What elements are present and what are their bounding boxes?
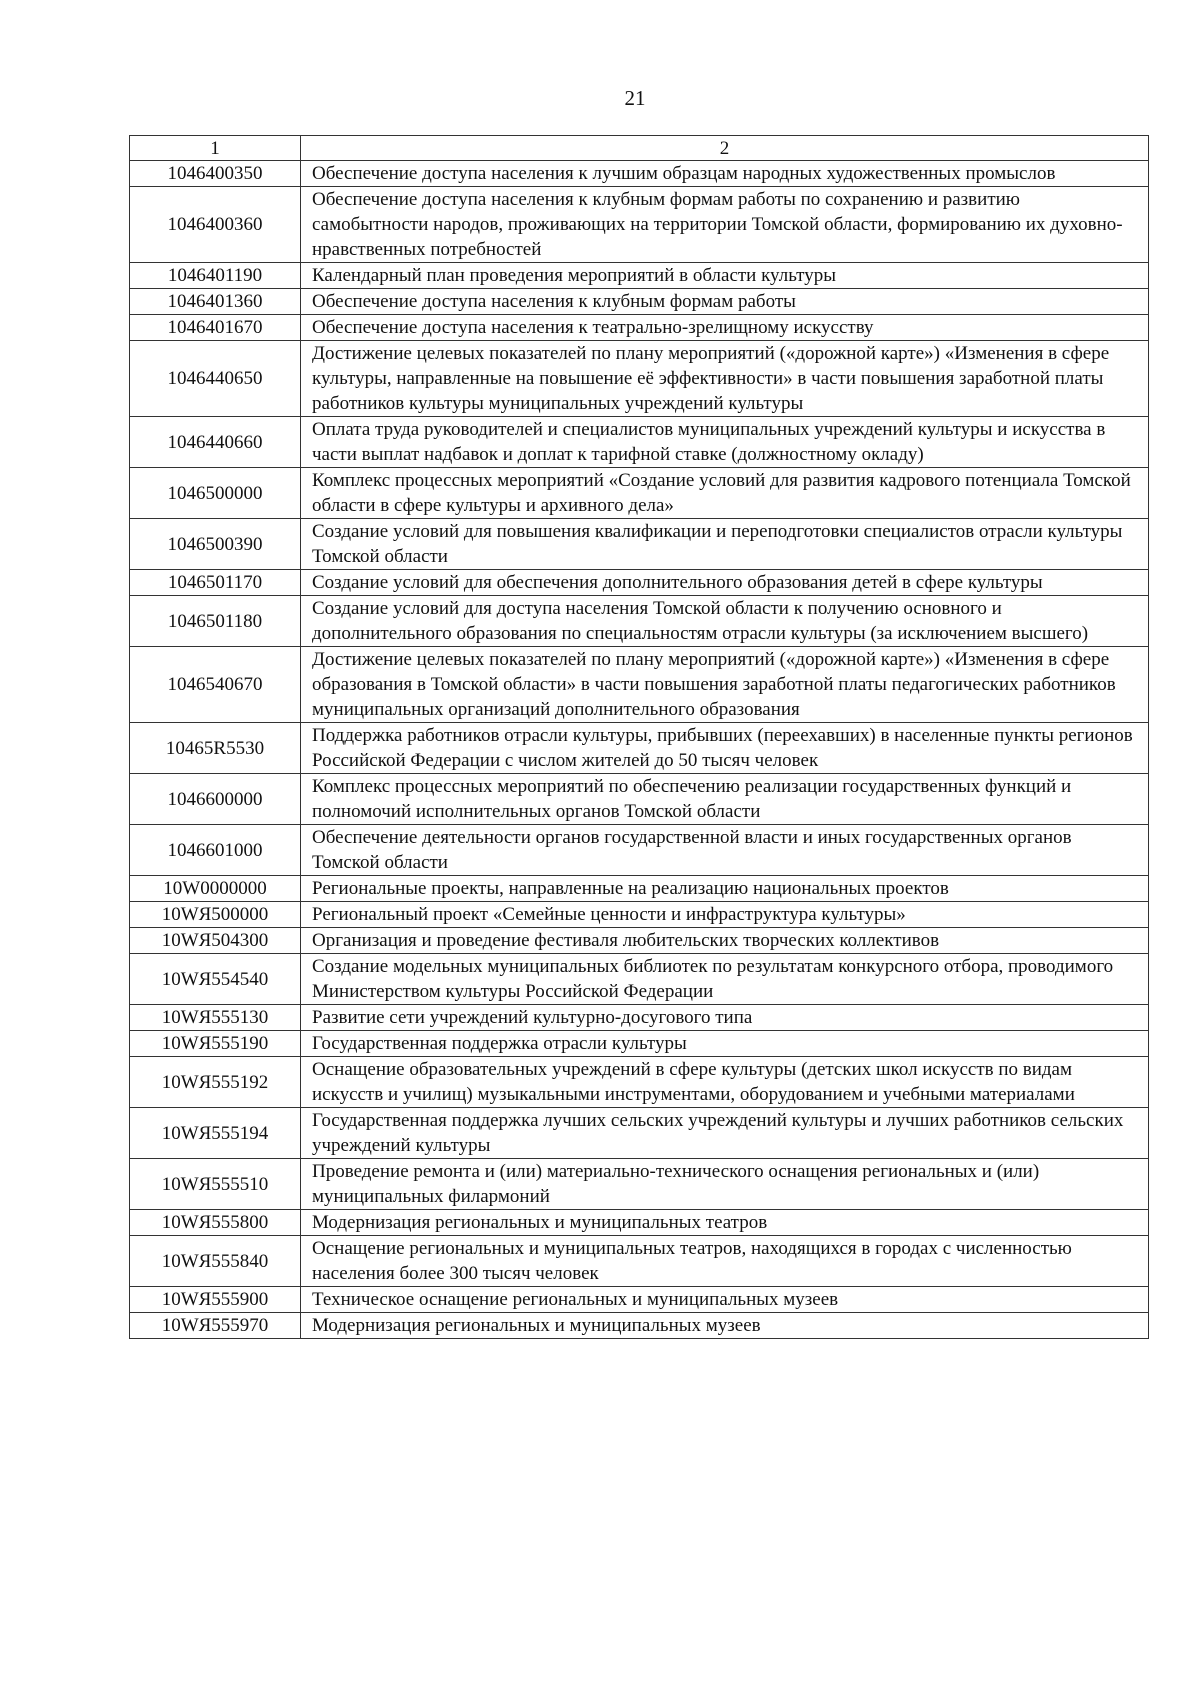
row-description: Государственная поддержка отрасли культуры xyxy=(301,1031,1149,1057)
table-row xyxy=(130,928,1149,954)
row-description: Региональный проект «Семейные ценности и инфраструктура культуры» xyxy=(301,902,1149,928)
row-code: 1046401190 xyxy=(130,263,301,289)
row-description: Развитие сети учреждений культурно-досугового типа xyxy=(301,1005,1149,1031)
table-row xyxy=(130,315,1149,341)
row-description: Обеспечение доступа населения к клубным формам работы xyxy=(301,289,1149,315)
row-description: Техническое оснащение региональных и муниципальных музеев xyxy=(301,1287,1149,1313)
table-row xyxy=(130,341,1149,417)
row-code: 10WЯ555970 xyxy=(130,1313,301,1339)
table-row xyxy=(130,468,1149,519)
row-description: Создание условий для доступа населения Томской области к получению основного и дополнительного образования по специальностям отрасли культуры (за исключением высшего) xyxy=(301,596,1149,647)
table-row xyxy=(130,647,1149,723)
row-code: 1046400350 xyxy=(130,161,301,187)
row-code: 1046540670 xyxy=(130,647,301,723)
table-row xyxy=(130,954,1149,1005)
table-row xyxy=(130,289,1149,315)
row-code: 10465R5530 xyxy=(130,723,301,774)
row-description: Создание условий для повышения квалификации и переподготовки специалистов отрасли культуры Томской области xyxy=(301,519,1149,570)
table-row xyxy=(130,774,1149,825)
column-header-description: 2 xyxy=(301,136,1149,161)
row-code: 1046440650 xyxy=(130,341,301,417)
row-code: 1046440660 xyxy=(130,417,301,468)
row-code: 1046500390 xyxy=(130,519,301,570)
row-code: 1046401360 xyxy=(130,289,301,315)
row-description: Обеспечение деятельности органов государственной власти и иных государственных органов Томской области xyxy=(301,825,1149,876)
row-description: Создание модельных муниципальных библиотек по результатам конкурсного отбора, проводимого Министерством культуры Российской Федерации xyxy=(301,954,1149,1005)
row-code: 1046601000 xyxy=(130,825,301,876)
table-row xyxy=(130,1159,1149,1210)
row-description: Достижение целевых показателей по плану мероприятий («дорожной карте») «Изменения в сфере образования в Томской области» в части повышения заработной платы педагогических работников муниципальных организаций дополнительного образования xyxy=(301,647,1149,723)
row-description: Модернизация региональных и муниципальных музеев xyxy=(301,1313,1149,1339)
row-code: 10WЯ500000 xyxy=(130,902,301,928)
row-description: Оплата труда руководителей и специалистов муниципальных учреждений культуры и искусства в части выплат надбавок и доплат к тарифной ставке (должностному окладу) xyxy=(301,417,1149,468)
row-code: 1046501170 xyxy=(130,570,301,596)
table-row xyxy=(130,1108,1149,1159)
table-row xyxy=(130,187,1149,263)
row-description: Государственная поддержка лучших сельских учреждений культуры и лучших работников сельских учреждений культуры xyxy=(301,1108,1149,1159)
row-code: 10WЯ555800 xyxy=(130,1210,301,1236)
table-row xyxy=(130,902,1149,928)
row-code: 10WЯ555840 xyxy=(130,1236,301,1287)
table-row xyxy=(130,1210,1149,1236)
row-code: 10WЯ555194 xyxy=(130,1108,301,1159)
table-row xyxy=(130,161,1149,187)
row-code: 10WЯ555900 xyxy=(130,1287,301,1313)
table-row xyxy=(130,1057,1149,1108)
table-row xyxy=(130,1236,1149,1287)
table-header-row xyxy=(130,136,1149,161)
table-row xyxy=(130,596,1149,647)
row-description: Достижение целевых показателей по плану мероприятий («дорожной карте») «Изменения в сфере культуры, направленные на повышение её эффективности» в части повышения заработной платы работников культуры муниципальных учреждений культуры xyxy=(301,341,1149,417)
table-row xyxy=(130,519,1149,570)
table-row xyxy=(130,1313,1149,1339)
row-code: 10WЯ504300 xyxy=(130,928,301,954)
table-row xyxy=(130,1287,1149,1313)
classification-table xyxy=(129,135,1149,1339)
row-code: 1046500000 xyxy=(130,468,301,519)
row-code: 10WЯ555510 xyxy=(130,1159,301,1210)
column-header-code: 1 xyxy=(130,136,301,161)
table-row xyxy=(130,825,1149,876)
row-description: Региональные проекты, направленные на реализацию национальных проектов xyxy=(301,876,1149,902)
row-description: Обеспечение доступа населения к театрально-зрелищному искусству xyxy=(301,315,1149,341)
row-description: Модернизация региональных и муниципальных театров xyxy=(301,1210,1149,1236)
table-row xyxy=(130,1031,1149,1057)
table-row xyxy=(130,1005,1149,1031)
table-row xyxy=(130,263,1149,289)
row-code: 10WЯ555192 xyxy=(130,1057,301,1108)
row-description: Проведение ремонта и (или) материально-технического оснащения региональных и (или) муниципальных филармоний xyxy=(301,1159,1149,1210)
row-code: 1046401670 xyxy=(130,315,301,341)
row-description: Обеспечение доступа населения к лучшим образцам народных художественных промыслов xyxy=(301,161,1149,187)
row-description: Комплекс процессных мероприятий «Создание условий для развития кадрового потенциала Томской области в сфере культуры и архивного дела» xyxy=(301,468,1149,519)
table-row xyxy=(130,876,1149,902)
page-number: 21 xyxy=(624,86,646,110)
row-code: 10W0000000 xyxy=(130,876,301,902)
row-code: 10WЯ555190 xyxy=(130,1031,301,1057)
row-description: Обеспечение доступа населения к клубным формам работы по сохранению и развитию самобытности народов, проживающих на территории Томской области, формированию их духовно-нравственных потребностей xyxy=(301,187,1149,263)
row-description: Организация и проведение фестиваля любительских творческих коллективов xyxy=(301,928,1149,954)
row-code: 10WЯ554540 xyxy=(130,954,301,1005)
row-code: 10WЯ555130 xyxy=(130,1005,301,1031)
row-code: 1046501180 xyxy=(130,596,301,647)
row-code: 1046600000 xyxy=(130,774,301,825)
row-description: Поддержка работников отрасли культуры, прибывших (переехавших) в населенные пункты регионов Российской Федерации с числом жителей до 50 тысяч человек xyxy=(301,723,1149,774)
table-row xyxy=(130,417,1149,468)
row-code: 1046400360 xyxy=(130,187,301,263)
table-row xyxy=(130,570,1149,596)
row-description: Оснащение образовательных учреждений в сфере культуры (детских школ искусств по видам искусств и училищ) музыкальными инструментами, оборудованием и учебными материалами xyxy=(301,1057,1149,1108)
row-description: Комплекс процессных мероприятий по обеспечению реализации государственных функций и полномочий исполнительных органов Томской области xyxy=(301,774,1149,825)
row-description: Оснащение региональных и муниципальных театров, находящихся в городах с численностью населения более 300 тысяч человек xyxy=(301,1236,1149,1287)
table-row xyxy=(130,723,1149,774)
row-description: Создание условий для обеспечения дополнительного образования детей в сфере культуры xyxy=(301,570,1149,596)
row-description: Календарный план проведения мероприятий в области культуры xyxy=(301,263,1149,289)
